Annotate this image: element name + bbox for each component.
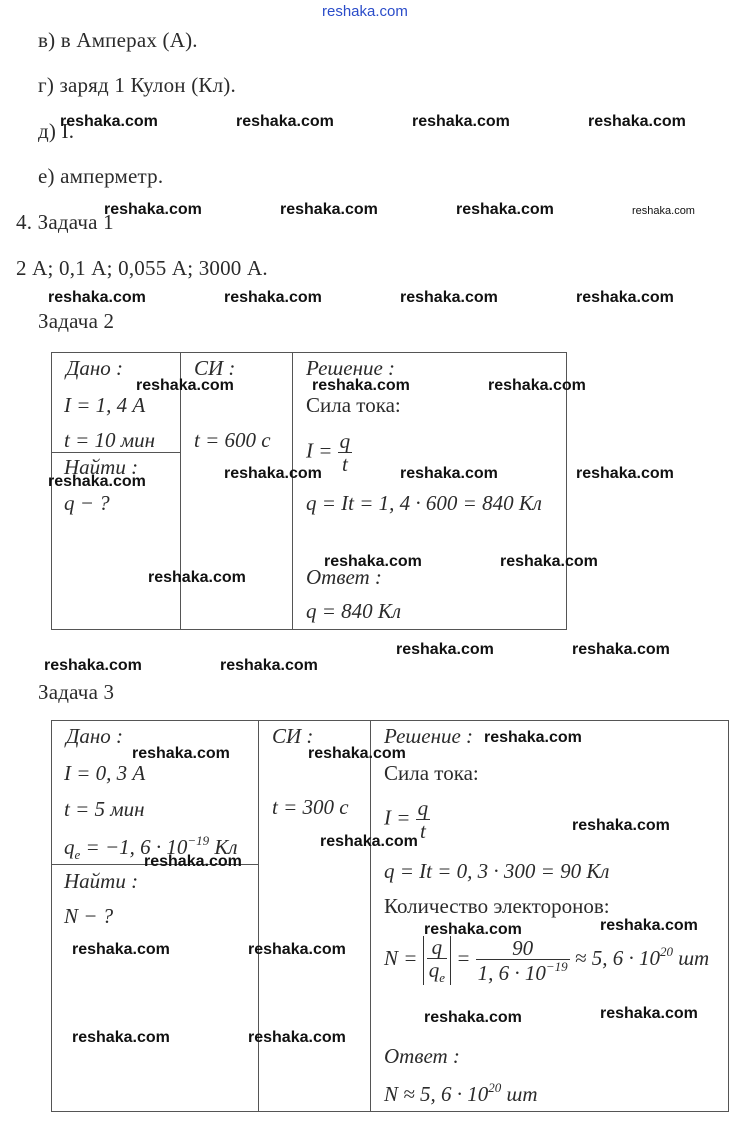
- watermark: reshaka.com: [60, 113, 158, 130]
- task3-given-qe: $q_e = -1$, $6 \cdot 10^{-19}$ Кл: [64, 833, 238, 862]
- watermark: reshaka.com: [48, 473, 146, 490]
- watermark: reshaka.com: [148, 569, 246, 586]
- answer-e: е) амперметр.: [38, 164, 164, 188]
- watermark: reshaka.com: [220, 657, 318, 674]
- answer-v: в) в Амперах (А).: [38, 28, 198, 52]
- task2-si-value: t = 600 с: [194, 428, 271, 452]
- watermark: reshaka.com: [572, 817, 670, 834]
- task2-si-label: СИ :: [194, 356, 236, 380]
- watermark: reshaka.com: [236, 113, 334, 130]
- watermark: reshaka.com: [322, 3, 408, 20]
- watermark: reshaka.com: [72, 1029, 170, 1046]
- task2-heading: Задача 2: [38, 309, 115, 333]
- watermark: reshaka.com: [576, 289, 674, 306]
- watermark: reshaka.com: [600, 1005, 698, 1022]
- watermark: reshaka.com: [456, 201, 554, 218]
- watermark: reshaka.com: [600, 917, 698, 934]
- watermark: reshaka.com: [400, 289, 498, 306]
- watermark: reshaka.com: [632, 205, 695, 217]
- task2-calc: q = It = 1, 4 · 600 = 840 Кл: [306, 491, 542, 515]
- watermark: reshaka.com: [500, 553, 598, 570]
- watermark: reshaka.com: [248, 1029, 346, 1046]
- task2-formula: I = $\frac{q}{t}$: [306, 429, 351, 477]
- watermark: reshaka.com: [144, 853, 242, 870]
- watermark: reshaka.com: [572, 641, 670, 658]
- watermark: reshaka.com: [400, 465, 498, 482]
- task2-solution-label: Решение :: [306, 356, 396, 380]
- watermark: reshaka.com: [396, 641, 494, 658]
- task3-answer: N ≈ 5, $6 \cdot 10^{20}$ шт: [384, 1080, 538, 1106]
- watermark: reshaka.com: [412, 113, 510, 130]
- watermark: reshaka.com: [224, 289, 322, 306]
- watermark: reshaka.com: [324, 553, 422, 570]
- task3-si-value: t = 300 с: [272, 795, 349, 819]
- task3-given-t: t = 5 мин: [64, 797, 145, 821]
- watermark: reshaka.com: [488, 377, 586, 394]
- task3-solution-intro: Сила тока:: [384, 761, 479, 785]
- watermark: reshaka.com: [576, 465, 674, 482]
- task3-count-label: Количество электоронов:: [384, 894, 610, 918]
- watermark: reshaka.com: [48, 289, 146, 306]
- task3-given-label: Дано :: [66, 724, 124, 748]
- task3-formula: I = $\frac{q}{t}$: [384, 796, 429, 844]
- watermark: reshaka.com: [308, 745, 406, 762]
- answer-g: г) заряд 1 Кулон (Кл).: [38, 73, 236, 97]
- watermark: reshaka.com: [44, 657, 142, 674]
- watermark: reshaka.com: [484, 729, 582, 746]
- task3-find-label: Найти :: [64, 869, 139, 893]
- task3-given-i: I = 0, 3 А: [64, 761, 146, 785]
- task3-solution-label: Решение :: [384, 724, 474, 748]
- task3-si-label: СИ :: [272, 724, 314, 748]
- task2-find-label: Найти :: [64, 455, 139, 479]
- watermark: reshaka.com: [320, 833, 418, 850]
- task3-n-formula: N = $\frac{q}{q_e}$ = $\frac{90}{1, 6 \cdot 10^{-19}}$ ≈ 5, $6 \cdot 10^{20}$ шт: [384, 935, 710, 986]
- task3-find: N − ?: [64, 904, 114, 928]
- task3-answer-label: Ответ :: [384, 1044, 460, 1068]
- answer-d: д) I.: [38, 119, 75, 143]
- task2-given-label: Дано :: [66, 356, 124, 380]
- task2-solution-intro: Сила тока:: [306, 393, 401, 417]
- watermark: reshaka.com: [72, 941, 170, 958]
- task2-answer: q = 840 Кл: [306, 599, 402, 623]
- watermark: reshaka.com: [588, 113, 686, 130]
- task2-given-t: t = 10 мин: [64, 428, 156, 452]
- task3-heading: Задача 3: [38, 680, 115, 704]
- task2-find: q − ?: [64, 491, 110, 515]
- watermark: reshaka.com: [104, 201, 202, 218]
- watermark: reshaka.com: [248, 941, 346, 958]
- watermark: reshaka.com: [280, 201, 378, 218]
- watermark: reshaka.com: [424, 1009, 522, 1026]
- watermark: reshaka.com: [132, 745, 230, 762]
- watermark: reshaka.com: [136, 377, 234, 394]
- task1-answer: 2 А; 0,1 А; 0,055 А; 3000 А.: [16, 256, 268, 280]
- watermark: reshaka.com: [312, 377, 410, 394]
- task1-heading: 4. Задача 1: [16, 210, 114, 234]
- watermark: reshaka.com: [224, 465, 322, 482]
- task2-answer-label: Ответ :: [306, 565, 382, 589]
- task3-calc: q = It = 0, 3 · 300 = 90 Кл: [384, 859, 610, 883]
- watermark: reshaka.com: [424, 921, 522, 938]
- task2-given-i: I = 1, 4 А: [64, 393, 146, 417]
